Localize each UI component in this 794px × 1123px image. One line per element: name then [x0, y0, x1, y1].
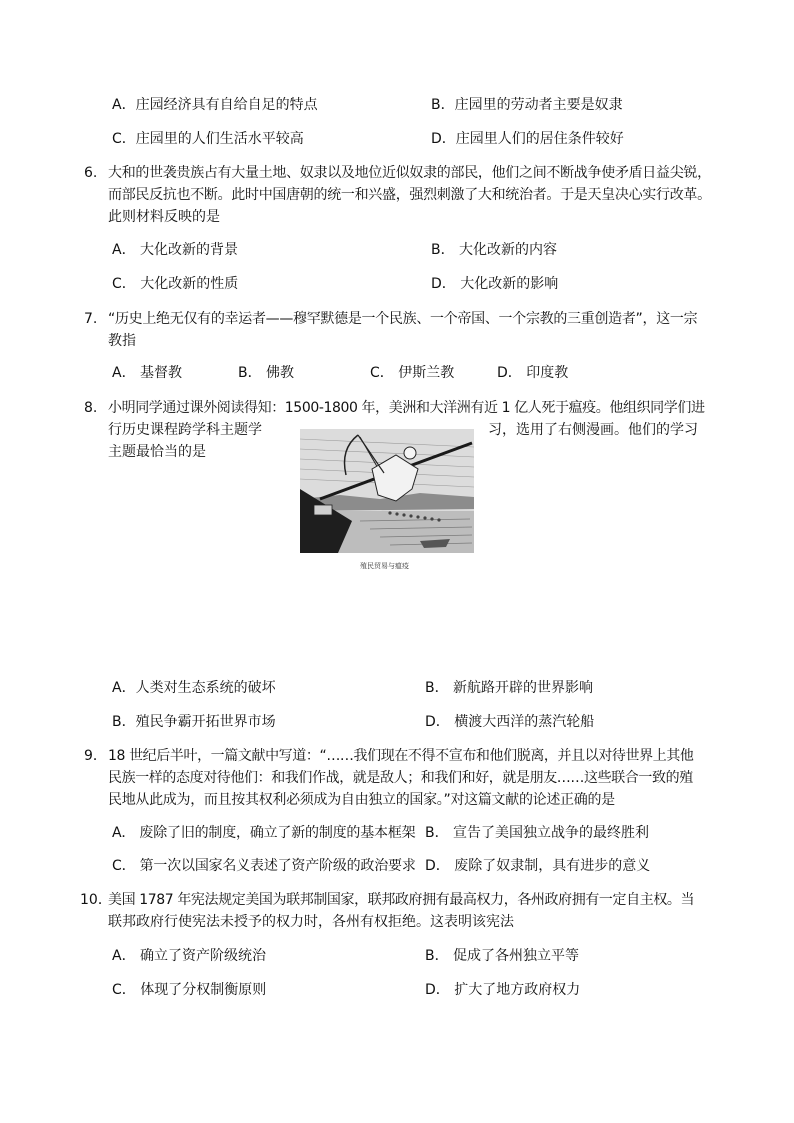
q8-stem-line1: 小明同学通过课外阅读得知：1500-1800 年，美洲和大洋洲有近 1 亿人死于瘟疫。他组织同学们进: [108, 400, 705, 416]
q8-stem-line2-right: 习，选用了右侧漫画。他们的学习: [488, 422, 698, 438]
q9-option-b: B． 宣告了美国独立战争的最终胜利: [425, 825, 650, 841]
q10-option-d: D． 扩大了地方政府权力: [425, 982, 581, 998]
q8-option-a: A．人类对生态系统的破坏: [112, 680, 276, 696]
q6-stem-line1: 大和的世袭贵族占有大量土地、奴隶以及地位近似奴隶的部民，他们之间不断战争使矛盾日益尖锐，: [108, 165, 711, 181]
cartoon-drawing: [300, 429, 474, 553]
q10-option-c: C． 体现了分权制衡原则: [112, 982, 267, 998]
q5-option-d: D．庄园里人们的居住条件较好: [431, 131, 624, 147]
q6-option-b: B． 大化改新的内容: [431, 242, 558, 258]
q10-stem-line1: 美国 1787 年宪法规定美国为联邦制国家，联邦政府拥有最高权力，各州政府拥有一定自主权。当: [108, 892, 695, 908]
q8-number: 8.: [84, 400, 98, 416]
q6-option-d: D． 大化改新的影响: [431, 276, 559, 292]
q10-option-b: B． 促成了各州独立平等: [425, 948, 580, 964]
q6-stem-line2: 而部民反抗也不断。此时中国唐朝的统一和兴盛，强烈刺激了大和统治者。于是天皇决心实行改革。: [108, 187, 711, 203]
q8-option-b: B． 新航路开辟的世界影响: [425, 680, 594, 696]
q7-option-d: D． 印度教: [497, 365, 569, 381]
cartoon-caption: 殖民贸易与瘟疫: [360, 562, 409, 570]
q10-option-a: A． 确立了资产阶级统治: [112, 948, 267, 964]
q7-option-c: C． 伊斯兰教: [370, 365, 455, 381]
q6-option-c: C． 大化改新的性质: [112, 276, 239, 292]
q9-number: 9．: [84, 748, 107, 764]
q6-number: 6.: [84, 165, 98, 181]
q5-option-b: B．庄园里的劳动者主要是奴隶: [431, 97, 623, 113]
q10-number: 10．: [80, 892, 112, 908]
q5-option-a: A．庄园经济具有自给自足的特点: [112, 97, 318, 113]
q8-option-d: D． 横渡大西洋的蒸汽轮船: [425, 714, 595, 730]
q5-option-c: C．庄园里的人们生活水平较高: [112, 131, 304, 147]
q9-stem-line2: 民族一样的态度对待他们：和我们作战，就是敌人；和我们和好，就是朋友……这些联合一致的殖: [108, 770, 693, 786]
q9-stem-line3: 民地从此成为，而且按其权利必须成为自由独立的国家。”对这篇文献的论述正确的是: [108, 792, 615, 808]
q9-stem-line1: 18 世纪后半叶，一篇文献中写道：“……我们现在不得不宣布和他们脱离，并且以对待世界上其他: [108, 748, 694, 764]
q7-option-a: A． 基督教: [112, 365, 183, 381]
q7-stem-line1: “历史上绝无仅有的幸运者——穆罕默德是一个民族、一个帝国、一个宗教的三重创造者”，这一宗: [108, 311, 698, 327]
q7-stem-line2: 教指: [108, 333, 136, 349]
q6-stem-line3: 此则材料反映的是: [108, 209, 220, 225]
q7-option-b: B． 佛教: [238, 365, 295, 381]
q9-option-a: A． 废除了旧的制度，确立了新的制度的基本框架: [112, 825, 416, 841]
q6-option-a: A． 大化改新的背景: [112, 242, 239, 258]
q8-stem-line3: 主题最恰当的是: [108, 444, 206, 460]
q9-option-d: D． 废除了奴隶制，具有进步的意义: [425, 858, 651, 874]
q9-option-c: C． 第一次以国家名义表述了资产阶级的政治要求: [112, 858, 416, 874]
colonial-plague-cartoon: [300, 429, 474, 553]
q8-stem-line2-left: 行历史课程跨学科主题学: [108, 422, 262, 438]
q8-option-c: B．殖民争霸开拓世界市场: [112, 714, 276, 730]
q10-stem-line2: 联邦政府行使宪法未授予的权力时，各州有权拒绝。这表明该宪法: [108, 914, 514, 930]
q7-number: 7.: [84, 311, 98, 327]
